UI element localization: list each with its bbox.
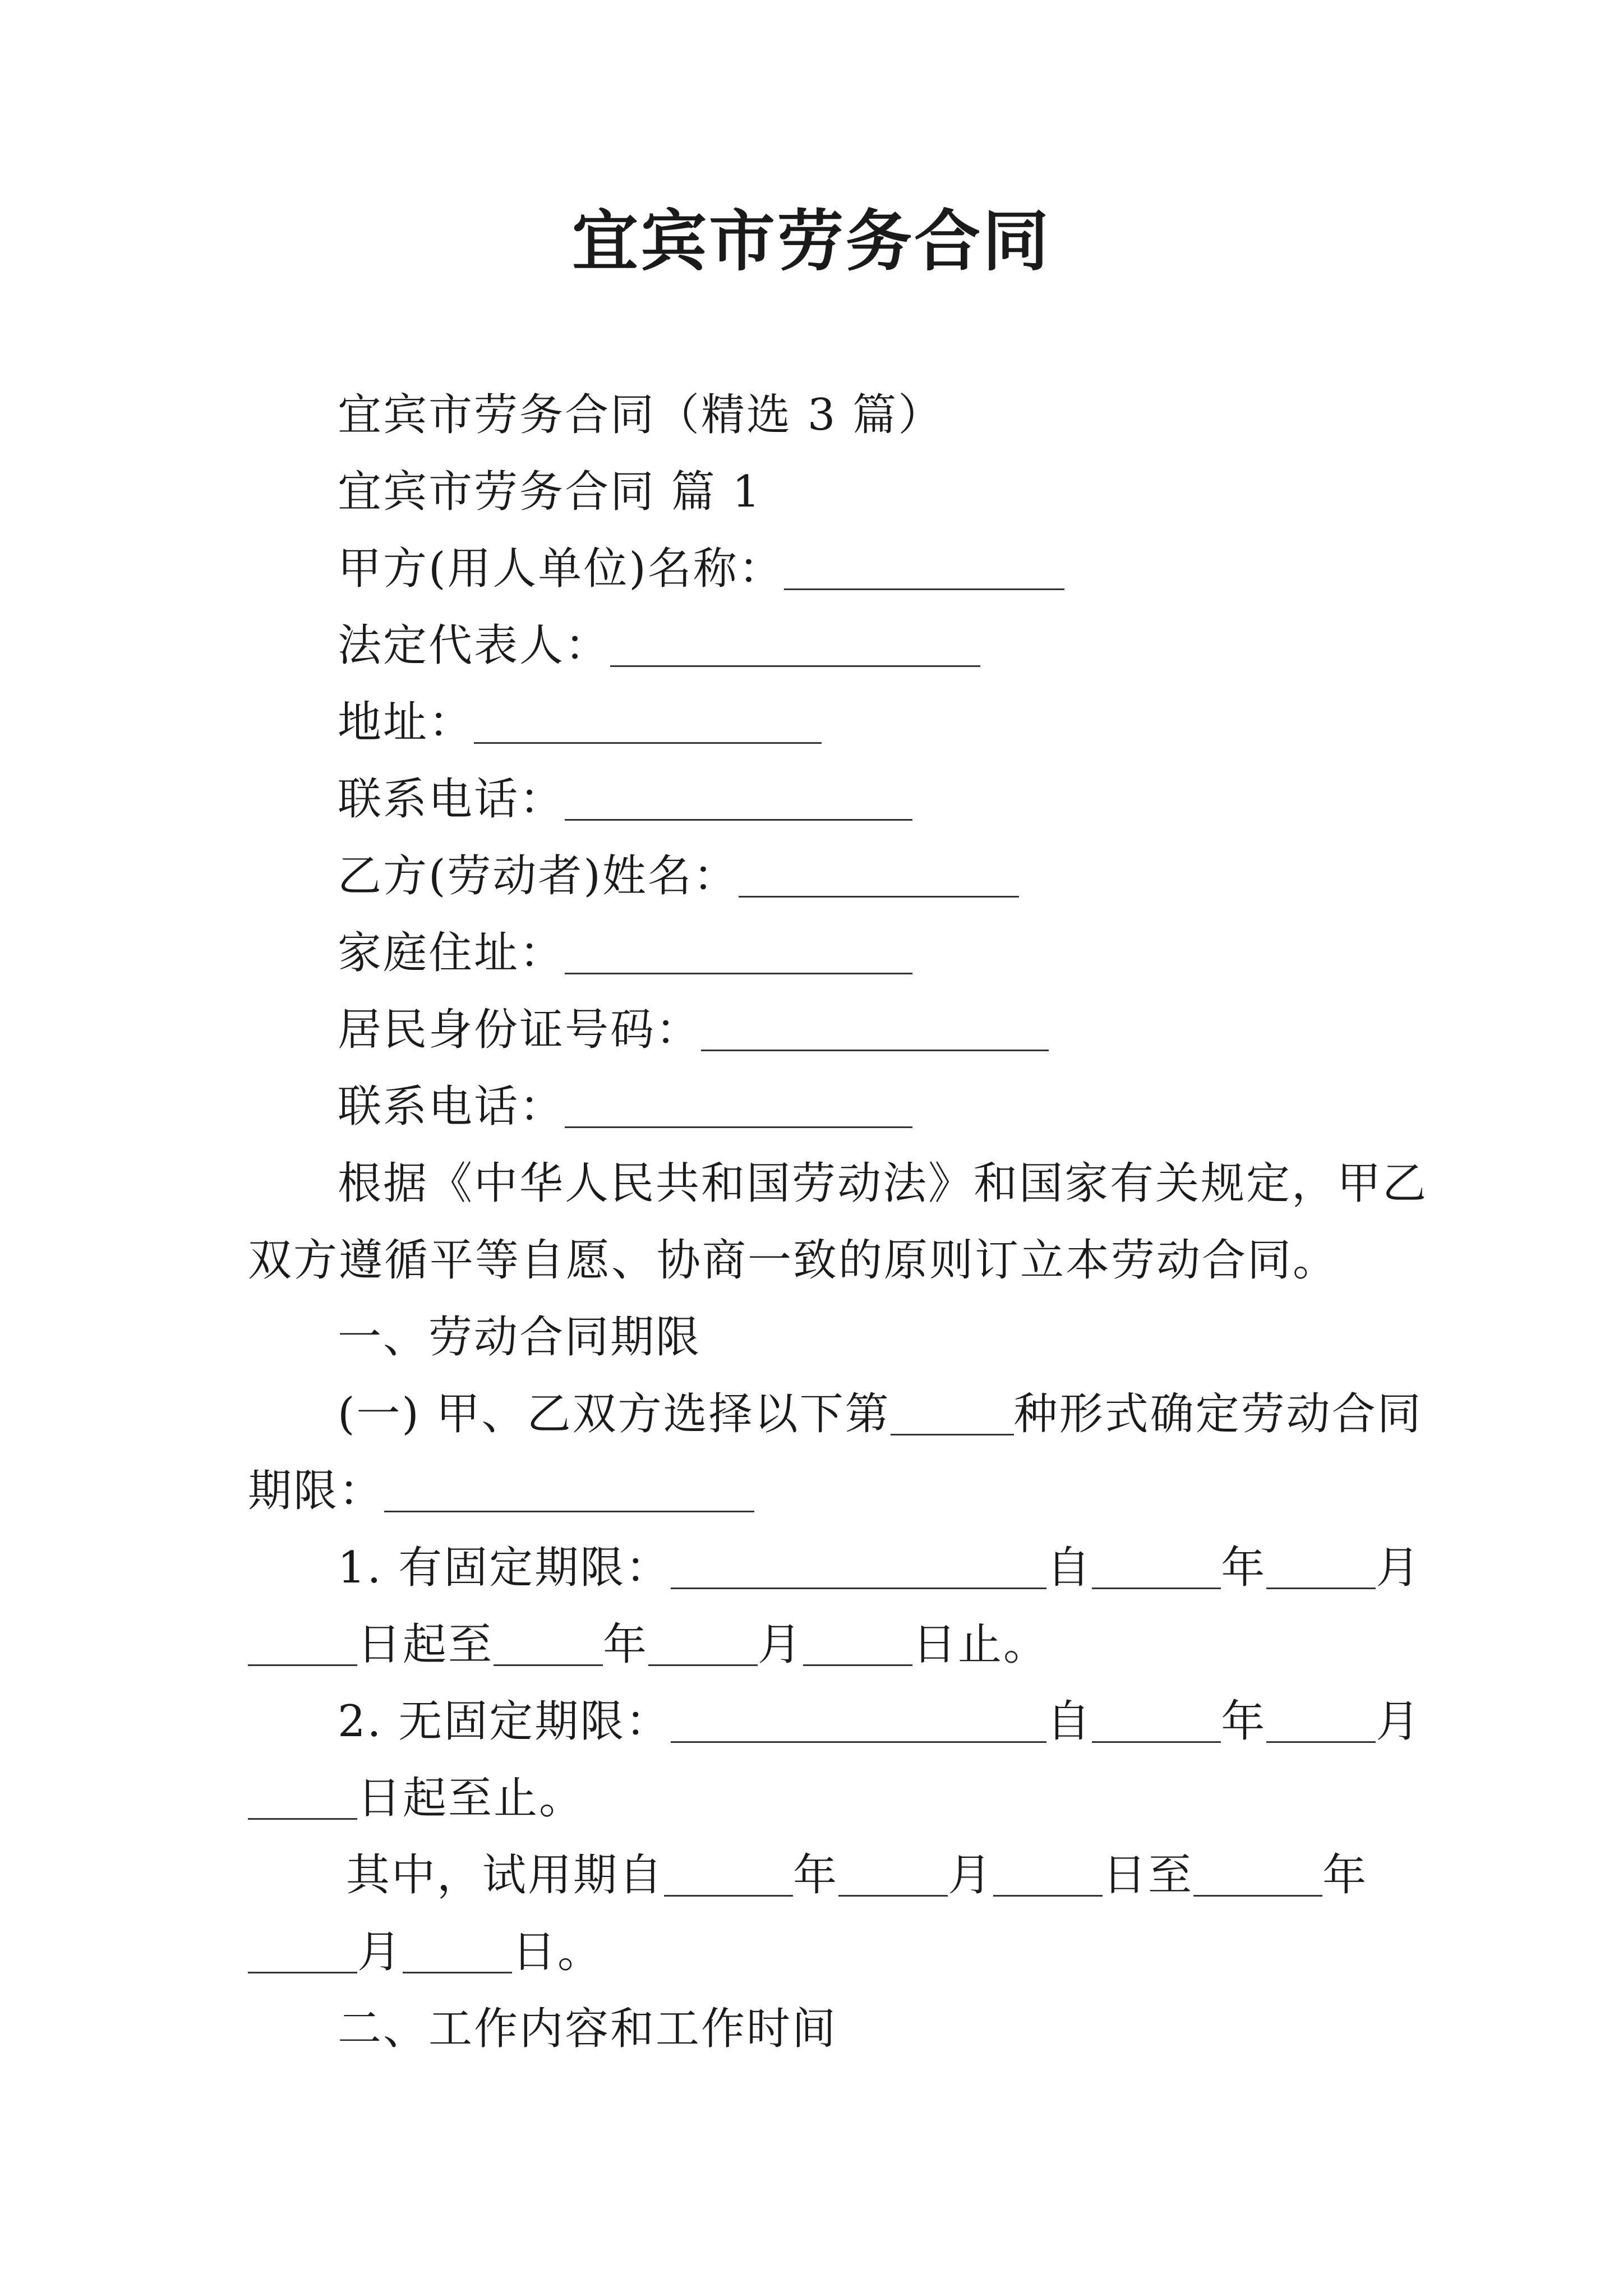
year-label: 年 — [1322, 1850, 1368, 1901]
open-term-label: 2. 无固定期限： — [338, 1696, 671, 1747]
address-blank[interactable] — [474, 698, 822, 744]
probation-label: 其中，试用期自 — [346, 1850, 665, 1901]
address-line — [248, 684, 1392, 761]
year-label: 年 — [1221, 1543, 1267, 1593]
day-final-label: 日。 — [512, 1927, 603, 1977]
home-address-line — [248, 915, 1392, 992]
party-b-name-blank[interactable] — [739, 852, 1019, 898]
fixed-term-label: 1. 有固定期限： — [338, 1543, 671, 1593]
phone-a-blank[interactable] — [565, 775, 912, 821]
party-b-name-label: 乙方(劳动者)姓名： — [338, 851, 739, 901]
open-start-month-blank[interactable] — [1266, 1697, 1376, 1743]
phone-b-line — [248, 1069, 1392, 1145]
from-label: 自 — [1046, 1543, 1092, 1593]
part-heading: 宜宾市劳务合同 篇 1 — [338, 467, 762, 517]
month-label: 月 — [948, 1850, 994, 1901]
fixed-end-year-blank[interactable] — [494, 1621, 603, 1666]
year-label: 年 — [1221, 1696, 1267, 1747]
open-term-line — [248, 1683, 1422, 1760]
month-label: 月 — [1376, 1696, 1422, 1747]
document-body — [248, 377, 1428, 2068]
fixed-end-month-blank[interactable] — [648, 1621, 758, 1666]
fixed-start-month-blank[interactable] — [1266, 1544, 1376, 1589]
legal-rep-label: 法定代表人： — [338, 620, 611, 671]
term-choice-text-b: 种形式确定劳动合同 — [1013, 1389, 1423, 1439]
term-choice-text-a: (一) 甲、乙双方选择以下第 — [338, 1389, 891, 1439]
fixed-start-day-blank[interactable] — [248, 1621, 357, 1666]
id-number-line — [248, 992, 1392, 1069]
legal-rep-blank[interactable] — [610, 622, 980, 667]
term-label: 期限： — [248, 1466, 385, 1516]
day-end-label: 日止。 — [912, 1619, 1049, 1670]
open-term-blank[interactable] — [671, 1697, 1046, 1743]
home-address-label: 家庭住址： — [338, 928, 565, 978]
probation-line-2 — [248, 1914, 1392, 1991]
day-from-to-end-label: 日起至止。 — [357, 1773, 585, 1824]
probation-end-month-blank[interactable] — [248, 1928, 357, 1973]
month-label: 月 — [758, 1619, 804, 1670]
open-term-line-2 — [248, 1760, 1392, 1837]
open-start-day-blank[interactable] — [248, 1774, 357, 1820]
party-a-name-blank[interactable] — [784, 545, 1064, 590]
address-label: 地址： — [338, 697, 474, 748]
term-choice-blank[interactable] — [891, 1390, 1014, 1435]
party-a-name-line — [248, 531, 1392, 608]
phone-b-label: 联系电话： — [338, 1082, 565, 1132]
party-b-name-line — [248, 838, 1392, 915]
term-line — [248, 1453, 1392, 1530]
section-heading-1: 一、劳动合同期限 — [338, 1312, 702, 1363]
basis-paragraph-line-1: 根据《中华人民共和国劳动法》和国家有关规定，甲乙 — [338, 1158, 1428, 1209]
basis-paragraph-line-2: 双方遵循平等自愿、协商一致的原则订立本劳动合同。 — [248, 1235, 1339, 1286]
phone-a-label: 联系电话： — [338, 774, 565, 825]
probation-start-month-blank[interactable] — [838, 1851, 948, 1897]
fixed-start-year-blank[interactable] — [1092, 1544, 1221, 1589]
id-number-blank[interactable] — [701, 1006, 1049, 1051]
fixed-term-line-2 — [248, 1607, 1392, 1683]
probation-end-year-blank[interactable] — [1193, 1851, 1322, 1897]
month-label: 月 — [357, 1927, 403, 1977]
legal-rep-line — [248, 608, 1392, 684]
id-number-label: 居民身份证号码： — [338, 1005, 702, 1055]
year-label: 年 — [793, 1850, 839, 1901]
document-title: 宜宾市劳务合同 — [571, 203, 1051, 280]
term-blank[interactable] — [384, 1467, 754, 1512]
open-start-year-blank[interactable] — [1092, 1697, 1221, 1743]
probation-end-day-blank[interactable] — [403, 1928, 512, 1973]
home-address-blank[interactable] — [565, 929, 912, 974]
probation-line — [248, 1837, 1392, 1914]
month-label: 月 — [1376, 1543, 1422, 1593]
from-label: 自 — [1046, 1696, 1092, 1747]
section-heading-2: 二、工作内容和工作时间 — [338, 2004, 838, 2054]
day-to-label: 日至 — [1103, 1850, 1194, 1901]
fixed-term-blank[interactable] — [671, 1544, 1046, 1589]
subtitle-line: 宜宾市劳务合同（精选 3 篇） — [338, 390, 944, 440]
probation-start-year-blank[interactable] — [664, 1851, 793, 1897]
term-choice-line — [248, 1376, 1423, 1453]
phone-a-line — [248, 761, 1392, 838]
fixed-term-line — [248, 1530, 1422, 1607]
fixed-end-day-blank[interactable] — [803, 1621, 912, 1666]
year-label: 年 — [603, 1619, 649, 1670]
party-a-name-label: 甲方(用人单位)名称： — [338, 544, 784, 594]
probation-start-day-blank[interactable] — [993, 1851, 1103, 1897]
day-from-to-label: 日起至 — [357, 1619, 494, 1670]
phone-b-blank[interactable] — [565, 1083, 912, 1128]
